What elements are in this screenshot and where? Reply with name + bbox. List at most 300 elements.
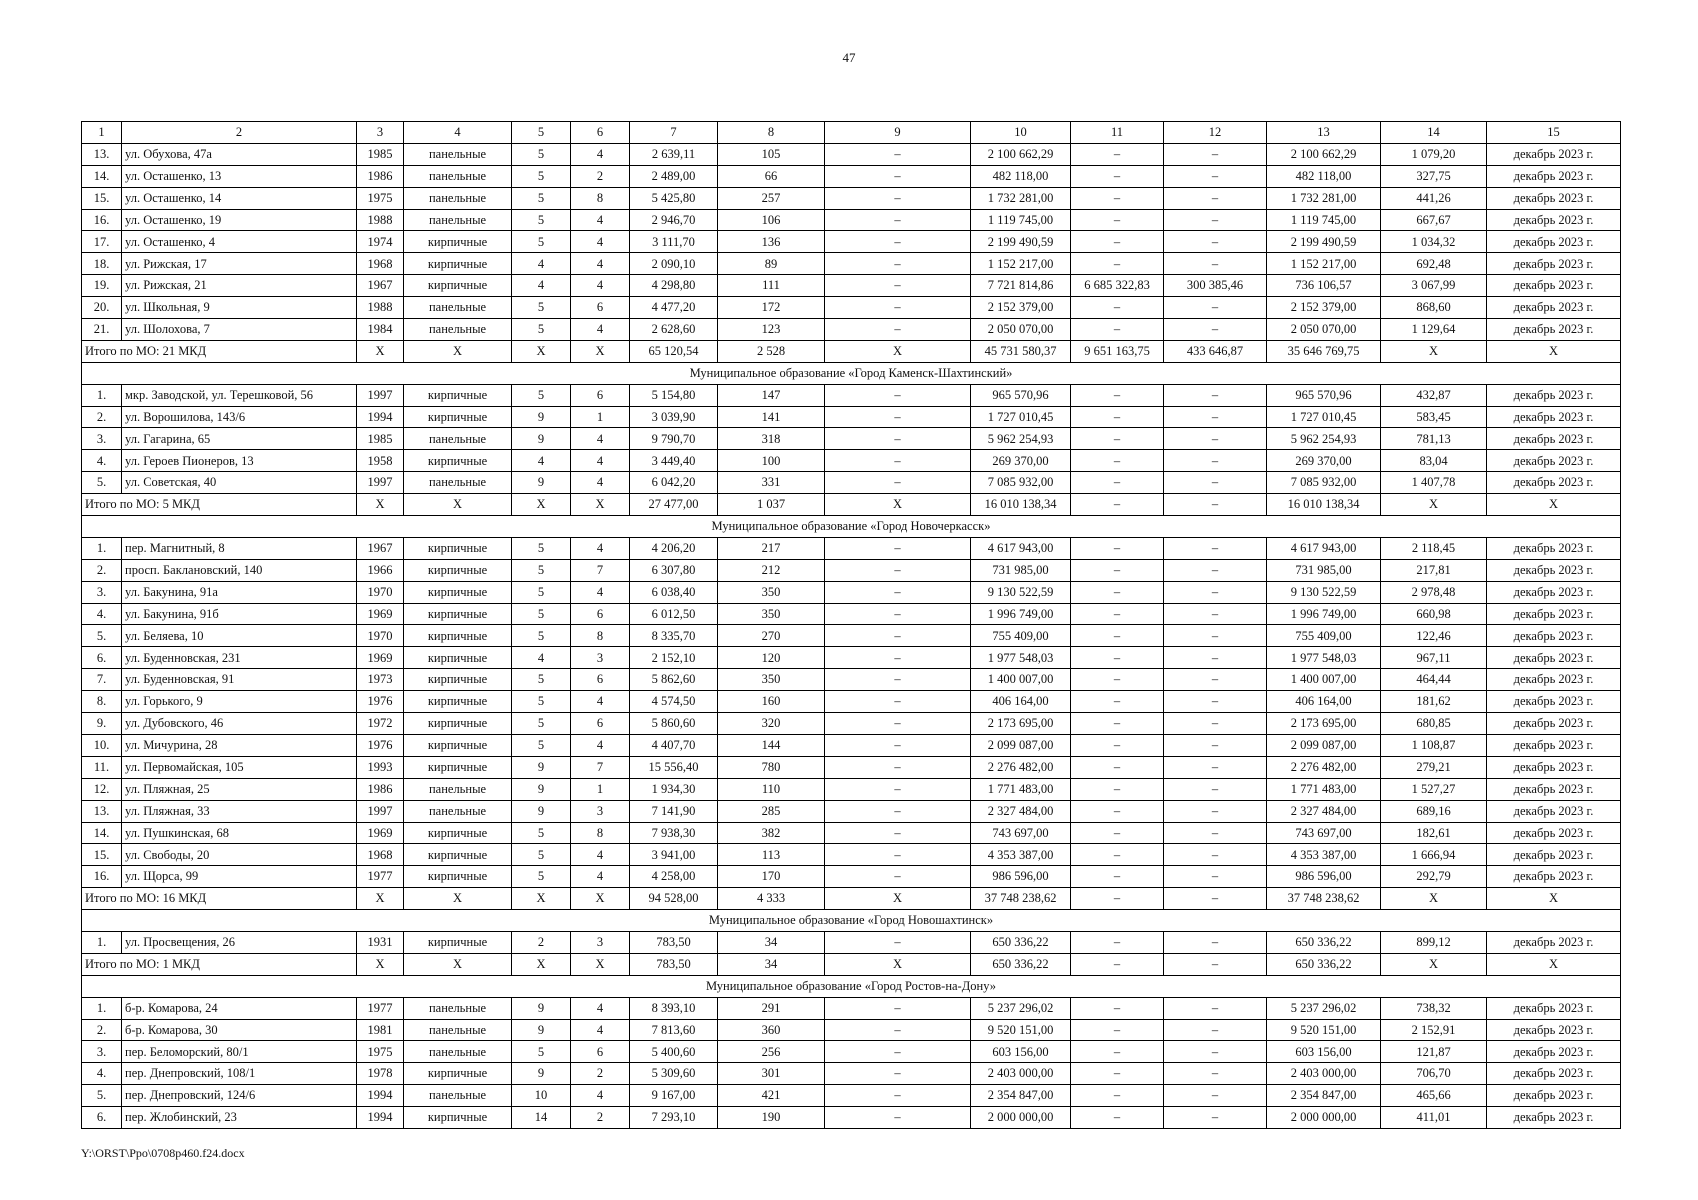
table-cell: 5 400,60 [630, 1041, 718, 1063]
table-cell: декабрь 2023 г. [1487, 691, 1621, 713]
table-cell: 5 [512, 143, 571, 165]
table-cell: 9 [512, 428, 571, 450]
table-cell: 15. [82, 844, 122, 866]
table-cell: 5 [512, 713, 571, 735]
table-cell: Х [1381, 888, 1487, 910]
table-cell: 3 [571, 800, 630, 822]
table-cell: 8 393,10 [630, 997, 718, 1019]
table-cell: 16 010 138,34 [1267, 494, 1381, 516]
table-cell: Х [512, 340, 571, 362]
table-cell: ул. Рижская, 17 [122, 253, 357, 275]
table-cell: 1 108,87 [1381, 734, 1487, 756]
table-cell: 4 [571, 319, 630, 341]
table-cell: панельные [404, 997, 512, 1019]
table-cell: – [1164, 888, 1267, 910]
table-cell: кирпичные [404, 406, 512, 428]
table-cell: 986 596,00 [1267, 866, 1381, 888]
table-cell: – [1164, 1063, 1267, 1085]
column-header: 15 [1487, 122, 1621, 144]
table-cell: 1 727 010,45 [971, 406, 1071, 428]
table-cell: – [1071, 428, 1164, 450]
table-cell: – [1071, 494, 1164, 516]
table-cell: 660,98 [1381, 603, 1487, 625]
table-cell: 9 [512, 1019, 571, 1041]
table-cell: 4 [571, 472, 630, 494]
table-cell: – [825, 187, 971, 209]
table-cell: 89 [718, 253, 825, 275]
table-cell: 1977 [357, 866, 404, 888]
section-title: Муниципальное образование «Город Новочеркасск» [82, 516, 1621, 538]
table-row [82, 406, 1621, 428]
table-cell: 285 [718, 800, 825, 822]
table-cell: 433 646,87 [1164, 340, 1267, 362]
table-cell: 1985 [357, 143, 404, 165]
table-cell: 300 385,46 [1164, 275, 1267, 297]
table-cell: – [825, 647, 971, 669]
table-cell: Х [571, 888, 630, 910]
table-cell: ул. Советская, 40 [122, 472, 357, 494]
table-cell: – [825, 669, 971, 691]
column-header: 13 [1267, 122, 1381, 144]
table-cell: 2 [512, 931, 571, 953]
table-cell: декабрь 2023 г. [1487, 603, 1621, 625]
table-cell: 279,21 [1381, 756, 1487, 778]
table-cell: 2 000 000,00 [1267, 1107, 1381, 1129]
table-cell: 667,67 [1381, 209, 1487, 231]
table-cell: – [1164, 537, 1267, 559]
table-cell: – [825, 472, 971, 494]
table-cell: 4 [571, 581, 630, 603]
table-cell: 2 276 482,00 [971, 756, 1071, 778]
table-cell: 965 570,96 [1267, 384, 1381, 406]
table-cell: – [1164, 319, 1267, 341]
table-cell: – [1071, 1085, 1164, 1107]
table-cell: декабрь 2023 г. [1487, 297, 1621, 319]
table-cell: 106 [718, 209, 825, 231]
table-cell: Х [512, 953, 571, 975]
table-cell: Х [1487, 953, 1621, 975]
table-row [82, 931, 1621, 953]
table-cell: 6 685 322,83 [1071, 275, 1164, 297]
table-cell: декабрь 2023 г. [1487, 319, 1621, 341]
table-cell: 1 527,27 [1381, 778, 1487, 800]
section-title-row [82, 362, 1621, 384]
table-cell: 2 327 484,00 [1267, 800, 1381, 822]
table-cell: панельные [404, 428, 512, 450]
table-cell: панельные [404, 800, 512, 822]
table-cell: 738,32 [1381, 997, 1487, 1019]
table-cell: 1 732 281,00 [971, 187, 1071, 209]
table-cell: декабрь 2023 г. [1487, 1041, 1621, 1063]
section-title: Муниципальное образование «Город Каменск-Шахтинский» [82, 362, 1621, 384]
table-cell: декабрь 2023 г. [1487, 1085, 1621, 1107]
table-cell: 1970 [357, 625, 404, 647]
table-cell: 755 409,00 [1267, 625, 1381, 647]
table-cell: 2 000 000,00 [971, 1107, 1071, 1129]
table-cell: 3 [571, 647, 630, 669]
table-cell: 1 727 010,45 [1267, 406, 1381, 428]
table-cell: кирпичные [404, 1107, 512, 1129]
table-cell: декабрь 2023 г. [1487, 800, 1621, 822]
table-cell: кирпичные [404, 275, 512, 297]
table-cell: 1 129,64 [1381, 319, 1487, 341]
table-cell: 1 977 548,03 [1267, 647, 1381, 669]
table-cell: 2 639,11 [630, 143, 718, 165]
table-cell: 7 085 932,00 [1267, 472, 1381, 494]
table-cell: Х [1381, 953, 1487, 975]
table-cell: Х [1487, 494, 1621, 516]
table-cell: – [1071, 713, 1164, 735]
table-cell: 1969 [357, 603, 404, 625]
table-cell: ул. Горького, 9 [122, 691, 357, 713]
table-cell: Х [1381, 340, 1487, 362]
table-cell: – [1164, 428, 1267, 450]
table-cell: 2 152,10 [630, 647, 718, 669]
table-cell: 2 099 087,00 [1267, 734, 1381, 756]
table-row [82, 231, 1621, 253]
table-cell: 320 [718, 713, 825, 735]
table-cell: 736 106,57 [1267, 275, 1381, 297]
table-cell: 147 [718, 384, 825, 406]
table-body [82, 122, 1621, 1129]
table-cell: 6 042,20 [630, 472, 718, 494]
table-cell: 4 206,20 [630, 537, 718, 559]
table-cell: – [1164, 450, 1267, 472]
table-row [82, 253, 1621, 275]
table-cell: 1 119 745,00 [1267, 209, 1381, 231]
table-cell: 318 [718, 428, 825, 450]
table-cell: 2 152,91 [1381, 1019, 1487, 1041]
column-header: 14 [1381, 122, 1487, 144]
table-cell: 5 [512, 187, 571, 209]
table-cell: 2 628,60 [630, 319, 718, 341]
table-cell: 270 [718, 625, 825, 647]
table-cell: – [825, 844, 971, 866]
table-cell: 5 962 254,93 [1267, 428, 1381, 450]
table-cell: ул. Осташенко, 19 [122, 209, 357, 231]
table-cell: 4 [571, 1085, 630, 1107]
table-cell: 5 [512, 231, 571, 253]
table-cell: кирпичные [404, 450, 512, 472]
table-cell: 5. [82, 625, 122, 647]
table-cell: 8 [571, 187, 630, 209]
table-cell: 5 237 296,02 [971, 997, 1071, 1019]
table-cell: 6 038,40 [630, 581, 718, 603]
table-cell: 13. [82, 143, 122, 165]
table-cell: 967,11 [1381, 647, 1487, 669]
table-cell: 1970 [357, 581, 404, 603]
table-cell: 1968 [357, 253, 404, 275]
table-cell: 4 [571, 734, 630, 756]
table-cell: Х [512, 888, 571, 910]
table-cell: 482 118,00 [971, 165, 1071, 187]
table-cell: 9. [82, 713, 122, 735]
table-cell: – [825, 713, 971, 735]
table-cell: 2 327 484,00 [971, 800, 1071, 822]
table-row [82, 559, 1621, 581]
table-cell: 5 860,60 [630, 713, 718, 735]
table-cell: 6 307,80 [630, 559, 718, 581]
table-cell: 1974 [357, 231, 404, 253]
table-cell: 2 199 490,59 [971, 231, 1071, 253]
table-cell: 1958 [357, 450, 404, 472]
table-cell: – [825, 1063, 971, 1085]
table-cell: 4 [571, 537, 630, 559]
table-cell: 7 813,60 [630, 1019, 718, 1041]
table-cell: ул. Осташенко, 13 [122, 165, 357, 187]
table-cell: 1. [82, 384, 122, 406]
table-cell: 2 [571, 165, 630, 187]
table-cell: 144 [718, 734, 825, 756]
table-cell: ул. Бакунина, 91б [122, 603, 357, 625]
table-row [82, 997, 1621, 1019]
table-cell: кирпичные [404, 384, 512, 406]
table-cell: – [1071, 209, 1164, 231]
table-cell: 10. [82, 734, 122, 756]
table-cell: 1 079,20 [1381, 143, 1487, 165]
table-cell: 7 [571, 756, 630, 778]
table-row [82, 800, 1621, 822]
table-cell: 8 [571, 822, 630, 844]
table-cell: 5 [512, 209, 571, 231]
table-cell: ул. Беляева, 10 [122, 625, 357, 647]
table-cell: Х [404, 888, 512, 910]
table-cell: 141 [718, 406, 825, 428]
total-row [82, 494, 1621, 516]
table-cell: 83,04 [1381, 450, 1487, 472]
table-cell: 327,75 [1381, 165, 1487, 187]
table-cell: ул. Просвещения, 26 [122, 931, 357, 953]
table-cell: 66 [718, 165, 825, 187]
table-cell: 5 [512, 866, 571, 888]
table-cell: 1994 [357, 1085, 404, 1107]
table-cell: 2 100 662,29 [971, 143, 1071, 165]
table-cell: 110 [718, 778, 825, 800]
table-cell: 731 985,00 [1267, 559, 1381, 581]
table-cell: 1. [82, 931, 122, 953]
table-cell: 7 938,30 [630, 822, 718, 844]
table-cell: декабрь 2023 г. [1487, 559, 1621, 581]
table-cell: 1994 [357, 1107, 404, 1129]
table-cell: 301 [718, 1063, 825, 1085]
table-cell: декабрь 2023 г. [1487, 187, 1621, 209]
table-cell: Х [1381, 494, 1487, 516]
table-row [82, 1019, 1621, 1041]
table-cell: кирпичные [404, 713, 512, 735]
table-cell: – [1164, 165, 1267, 187]
table-cell: – [825, 1085, 971, 1107]
table-cell: 269 370,00 [1267, 450, 1381, 472]
table-cell: 19. [82, 275, 122, 297]
table-cell: 15. [82, 187, 122, 209]
table-row [82, 209, 1621, 231]
table-row [82, 734, 1621, 756]
table-cell: 2 276 482,00 [1267, 756, 1381, 778]
column-header: 8 [718, 122, 825, 144]
table-cell: 5 [512, 384, 571, 406]
table-cell: 9 [512, 406, 571, 428]
table-cell: 603 156,00 [1267, 1041, 1381, 1063]
column-header: 9 [825, 122, 971, 144]
table-cell: декабрь 2023 г. [1487, 647, 1621, 669]
table-cell: – [825, 822, 971, 844]
table-cell: 170 [718, 866, 825, 888]
table-row [82, 319, 1621, 341]
table-cell: ул. Пляжная, 33 [122, 800, 357, 822]
table-cell: 6 012,50 [630, 603, 718, 625]
total-label: Итого по МО: 16 МКД [82, 888, 357, 910]
table-cell: – [1164, 866, 1267, 888]
table-cell: 18. [82, 253, 122, 275]
table-row [82, 1041, 1621, 1063]
table-cell: 868,60 [1381, 297, 1487, 319]
table-cell: – [1071, 143, 1164, 165]
table-cell: 1967 [357, 537, 404, 559]
table-cell: 5 [512, 844, 571, 866]
table-cell: – [1071, 844, 1164, 866]
table-cell: 743 697,00 [1267, 822, 1381, 844]
table-cell: 1978 [357, 1063, 404, 1085]
table-cell: 5 [512, 625, 571, 647]
table-cell: – [1071, 384, 1164, 406]
table-cell: 1 977 548,03 [971, 647, 1071, 669]
table-cell: 1. [82, 997, 122, 1019]
table-cell: Х [825, 340, 971, 362]
table-cell: 4 [512, 253, 571, 275]
table-cell: 650 336,22 [1267, 953, 1381, 975]
table-cell: 3. [82, 428, 122, 450]
table-cell: ул. Обухова, 47а [122, 143, 357, 165]
table-cell: 4 [571, 1019, 630, 1041]
table-cell: 3 039,90 [630, 406, 718, 428]
table-cell: 2 489,00 [630, 165, 718, 187]
table-cell: декабрь 2023 г. [1487, 450, 1621, 472]
section-title-row [82, 975, 1621, 997]
table-cell: – [825, 319, 971, 341]
table-cell: – [1164, 494, 1267, 516]
table-cell: 1 771 483,00 [1267, 778, 1381, 800]
table-cell: 15 556,40 [630, 756, 718, 778]
table-cell: 182,61 [1381, 822, 1487, 844]
table-cell: 217 [718, 537, 825, 559]
table-cell: кирпичные [404, 734, 512, 756]
table-cell: Х [404, 953, 512, 975]
table-cell: 1975 [357, 1041, 404, 1063]
table-row [82, 822, 1621, 844]
table-cell: кирпичные [404, 559, 512, 581]
table-cell: ул. Первомайская, 105 [122, 756, 357, 778]
table-cell: 6 [571, 297, 630, 319]
table-cell: 16. [82, 209, 122, 231]
total-label: Итого по МО: 21 МКД [82, 340, 357, 362]
table-cell: 4 [571, 997, 630, 1019]
table-cell: 6 [571, 384, 630, 406]
table-cell: 5. [82, 472, 122, 494]
table-cell: декабрь 2023 г. [1487, 428, 1621, 450]
table-cell: 780 [718, 756, 825, 778]
table-cell: 181,62 [1381, 691, 1487, 713]
table-cell: пер. Магнитный, 8 [122, 537, 357, 559]
table-cell: – [825, 734, 971, 756]
table-cell: 8 [571, 625, 630, 647]
table-cell: 2 152 379,00 [1267, 297, 1381, 319]
table-cell: 650 336,22 [1267, 931, 1381, 953]
table-cell: 1984 [357, 319, 404, 341]
table-cell: кирпичные [404, 603, 512, 625]
table-cell: декабрь 2023 г. [1487, 713, 1621, 735]
table-cell: 17. [82, 231, 122, 253]
table-cell: – [825, 603, 971, 625]
table-cell: 5 [512, 581, 571, 603]
table-cell: Х [512, 494, 571, 516]
table-cell: 2 528 [718, 340, 825, 362]
table-row [82, 428, 1621, 450]
table-cell: 7 141,90 [630, 800, 718, 822]
table-cell: 9 [512, 778, 571, 800]
table-cell: ул. Бакунина, 91а [122, 581, 357, 603]
table-row [82, 143, 1621, 165]
table-cell: ул. Шолохова, 7 [122, 319, 357, 341]
table-cell: 583,45 [1381, 406, 1487, 428]
table-cell: 1997 [357, 384, 404, 406]
table-cell: 11. [82, 756, 122, 778]
table-cell: 1. [82, 537, 122, 559]
table-cell: 2 090,10 [630, 253, 718, 275]
table-cell: декабрь 2023 г. [1487, 625, 1621, 647]
table-cell: Х [1487, 888, 1621, 910]
table-cell: ул. Ворошилова, 143/6 [122, 406, 357, 428]
table-cell: 2 403 000,00 [1267, 1063, 1381, 1085]
table-cell: 2 [571, 1063, 630, 1085]
table-cell: 7. [82, 669, 122, 691]
table-cell: 9 520 151,00 [971, 1019, 1071, 1041]
table-cell: 731 985,00 [971, 559, 1071, 581]
table-cell: 122,46 [1381, 625, 1487, 647]
table-cell: 14. [82, 822, 122, 844]
table-cell: – [1071, 1041, 1164, 1063]
table-cell: декабрь 2023 г. [1487, 165, 1621, 187]
table-cell: – [825, 800, 971, 822]
table-cell: кирпичные [404, 581, 512, 603]
table-cell: 464,44 [1381, 669, 1487, 691]
table-cell: 256 [718, 1041, 825, 1063]
table-cell: 465,66 [1381, 1085, 1487, 1107]
table-cell: 1 666,94 [1381, 844, 1487, 866]
table-cell: 2 100 662,29 [1267, 143, 1381, 165]
table-cell: 160 [718, 691, 825, 713]
housing-table [81, 121, 1621, 1129]
table-cell: – [1071, 1019, 1164, 1041]
table-cell: Х [357, 494, 404, 516]
table-cell: 113 [718, 844, 825, 866]
table-cell: 1 034,32 [1381, 231, 1487, 253]
table-cell: – [825, 581, 971, 603]
table-cell: б-р. Комарова, 30 [122, 1019, 357, 1041]
table-cell: пер. Беломорский, 80/1 [122, 1041, 357, 1063]
table-cell: 1997 [357, 472, 404, 494]
table-cell: кирпичные [404, 625, 512, 647]
table-cell: 2 173 695,00 [1267, 713, 1381, 735]
table-cell: 212 [718, 559, 825, 581]
table-cell: – [1071, 603, 1164, 625]
table-cell: ул. Свободы, 20 [122, 844, 357, 866]
table-cell: 136 [718, 231, 825, 253]
table-cell: 1977 [357, 997, 404, 1019]
table-cell: – [825, 931, 971, 953]
total-label: Итого по МО: 1 МКД [82, 953, 357, 975]
table-cell: 3. [82, 1041, 122, 1063]
table-cell: Х [825, 953, 971, 975]
